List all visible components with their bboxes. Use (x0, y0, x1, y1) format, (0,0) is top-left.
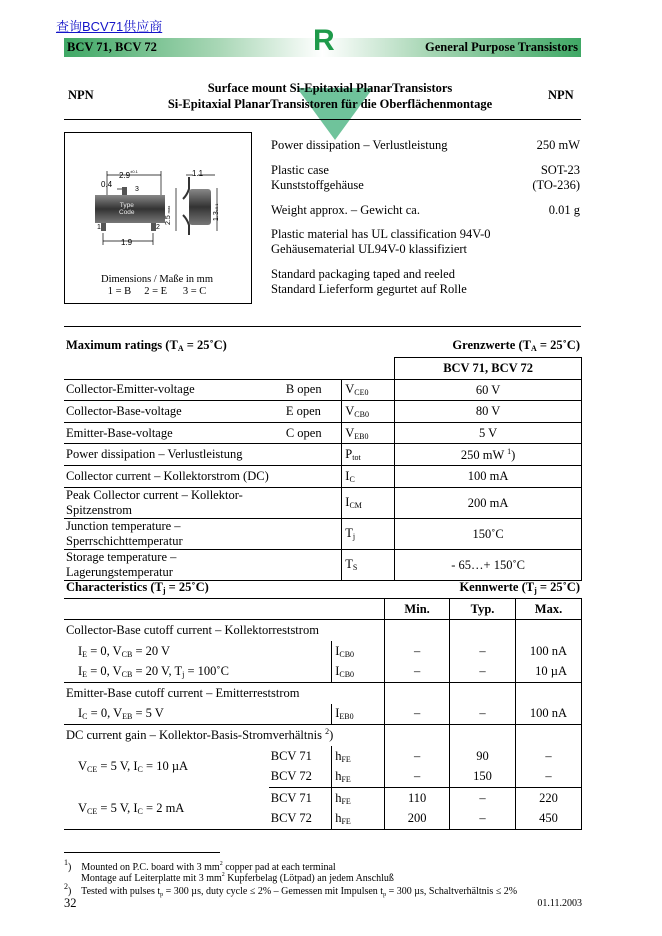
value-cell (395, 379, 582, 401)
dim-04: 0.4 (101, 180, 113, 189)
c-sub: CE (87, 765, 98, 774)
symbol-cell (332, 809, 385, 830)
dim-13 (213, 204, 220, 222)
sym-sub: C (349, 474, 355, 484)
prop-power: Power dissipation – Verlustleistung (271, 138, 448, 152)
prop-material-de: Gehäusematerial UL94V-0 klassifiziert (271, 242, 468, 256)
param-name: Collector-Base-voltage (64, 401, 286, 423)
value: 250 mW (460, 447, 508, 462)
max-cell: 100 nA (516, 704, 582, 725)
sot23-outline (65, 133, 251, 273)
param-name: Power dissipation – Verlustleistung (64, 444, 286, 466)
max-ratings-table (64, 357, 582, 581)
pin-3-assign: 3 = C (182, 286, 207, 297)
table-row (64, 379, 582, 401)
gain-sup: 2 (325, 727, 330, 737)
sym: I (335, 706, 340, 721)
prop-material (271, 227, 491, 257)
c-sub: E (82, 649, 88, 659)
c-a: V (78, 800, 88, 815)
max-cell: 100 nA (516, 641, 582, 662)
npn-label-right: NPN (548, 88, 574, 102)
sym-sub: CM (349, 501, 362, 511)
col-max: Max. (516, 599, 582, 620)
max-cell: – (516, 767, 582, 788)
footnote-2: $^2$) Tested with pulses $t_p = 300$ µs, duty cycle ≤ 2% – Gemessen mit Impulsen $t_p = 300$ µs, Schaltverhältnis ≤ 2% (64, 882, 518, 898)
prop-case-v2: (TO-236) (532, 178, 580, 192)
table-row (64, 518, 582, 549)
symbol-cell (342, 549, 395, 580)
kennwerte-title (459, 580, 580, 595)
max-cell: – (516, 746, 582, 767)
symbol-cell (342, 487, 395, 518)
c-a: I (78, 706, 83, 721)
device-cell: BCV 71 (269, 788, 332, 809)
c-a: V (78, 759, 88, 773)
min-cell: – (385, 767, 450, 788)
param-condition (286, 444, 342, 466)
fn2-sub: p (160, 892, 164, 898)
header-category: General Purpose Transistors (424, 40, 578, 54)
param-condition (286, 465, 342, 487)
fn1-sup2: 2 (221, 872, 225, 878)
table-row (64, 401, 582, 423)
value-cell (395, 465, 582, 487)
typ-cell: 90 (450, 746, 516, 767)
pin-2-assign: 2 = E (144, 286, 168, 297)
type-label: Type (119, 202, 134, 209)
fn2-a: Tested with pulses t (81, 886, 161, 897)
c-sub: E (82, 670, 88, 680)
value: 150˚C (472, 526, 504, 541)
symbol-cell (332, 767, 385, 788)
pin-1-assign: 1 = B (107, 286, 132, 297)
char-title-a: Characteristics (T (66, 580, 163, 594)
sym: I (345, 468, 350, 483)
table-row (64, 641, 582, 662)
max-title-b: = 25˚C) (183, 338, 227, 352)
dim-19: 1.9 (121, 238, 133, 247)
param-name: Emitter-Base-voltage (64, 422, 286, 444)
c-c: = 20 V (132, 643, 171, 658)
table-row (64, 662, 582, 683)
sym-sub: EB0 (339, 712, 354, 722)
table-row (64, 444, 582, 466)
dim-25-tol: max (166, 205, 171, 214)
fn1-a: Mounted on P.C. board with 3 mm (81, 862, 220, 873)
symbol-cell (342, 379, 395, 401)
prop-weight-value: 0.01 g (548, 203, 580, 217)
c-b: = 5 V, I (97, 759, 138, 773)
table-row (64, 465, 582, 487)
table-row (64, 422, 582, 444)
col-header: BCV 71, BCV 72 (395, 358, 582, 380)
dim-width-value: 2.9 (119, 171, 131, 180)
c-b: = 0, V (87, 643, 122, 658)
sym: P (345, 447, 353, 462)
npn-label-left: NPN (68, 88, 94, 102)
gw-title-a: Grenzwerte (T (452, 338, 531, 352)
c-c: = 10 µA (142, 759, 189, 773)
prop-case-en: Plastic case (271, 163, 329, 177)
value-cell (395, 444, 582, 466)
char-header-row (64, 599, 582, 620)
max-cell: 10 µA (516, 662, 582, 683)
dim-11: 1.1 (192, 169, 204, 178)
max-ratings-title (66, 338, 227, 353)
c-sub2: EB (122, 712, 133, 722)
sym-sub: CB0 (354, 409, 369, 419)
sym-sub: FE (341, 796, 351, 806)
fn1-d: Kupferbelag (Lötpad) an jedem Anschluß (224, 873, 394, 884)
dimensions-text: Dimensions / Maße in mm (101, 274, 213, 285)
col-min: Min. (385, 599, 450, 620)
param-condition (286, 549, 342, 580)
value-cell (395, 401, 582, 423)
table-row (64, 704, 582, 725)
c-sub2: CB (121, 649, 133, 659)
value-cell (395, 422, 582, 444)
char-title-b: = 25˚C) (165, 580, 209, 594)
char-title-sub: j (162, 586, 166, 595)
pin-3-label: 3 (135, 186, 139, 193)
device-cell: BCV 72 (270, 769, 312, 784)
max-title-sub: A (177, 344, 184, 353)
fn2-num: 2 (64, 882, 68, 891)
divider (64, 119, 581, 120)
title-en: Surface mount Si-Epitaxial PlanarTransistors (207, 81, 453, 95)
min-cell: – (385, 746, 450, 767)
symbol-cell (342, 465, 395, 487)
gw-title-sub: A (530, 344, 537, 353)
value: 200 mA (467, 495, 509, 510)
sym: V (345, 403, 355, 418)
prop-case-de: Kunststoffgehäuse (271, 178, 364, 192)
sym: h (335, 748, 342, 763)
param-name: Collector current – Kollektorstrom (DC) (64, 465, 286, 487)
group-dc-gain (64, 725, 385, 746)
sym-sub: FE (341, 754, 351, 764)
gain-close: ) (329, 728, 334, 743)
prop-weight: Weight approx. – Gewicht ca. (271, 203, 420, 217)
symbol-cell (342, 401, 395, 423)
sym: V (345, 382, 355, 397)
param-condition: E open (286, 401, 342, 423)
title-de: Si-Epitaxial PlanarTransistoren für die Oberflächenmontage (167, 97, 493, 111)
typ-cell: – (450, 704, 516, 725)
sym: I (335, 664, 340, 679)
symbol-cell (332, 704, 385, 725)
c-a: I (78, 664, 83, 679)
sym: h (335, 769, 342, 784)
symbol-cell (342, 518, 395, 549)
dimensions-caption (64, 274, 250, 298)
group-eb-cutoff: Emitter-Base cutoff current – Emitterreststrom (64, 683, 385, 704)
fn1-num: 1 (64, 858, 68, 867)
c-sub2: CB (121, 670, 133, 680)
gw-title-b: = 25˚C) (536, 338, 580, 352)
prop-case-value (532, 163, 580, 193)
c-sub3: j (182, 670, 185, 680)
value: 60 V (475, 382, 501, 397)
code-label: Code (119, 209, 135, 216)
sym: I (335, 643, 340, 658)
param-condition (286, 518, 342, 549)
symbol-cell (342, 444, 395, 466)
table-row (64, 788, 582, 809)
c-sub2: C (137, 806, 143, 816)
footnote-divider (64, 852, 220, 853)
param-name: Collector-Emitter-voltage (64, 379, 286, 401)
dim-width-tol: ±0.1 (130, 169, 138, 174)
group-row (64, 725, 582, 746)
brand-logo: R (313, 24, 335, 57)
group-cb-cutoff: Collector-Base cutoff current – Kollektorreststrom (64, 620, 385, 641)
device-cell: BCV 72 (269, 809, 332, 830)
c-c: = 2 mA (142, 800, 185, 815)
dim-25 (165, 206, 172, 225)
c-sub2: C (137, 765, 143, 774)
min-cell: – (385, 641, 450, 662)
prop-material-en: Plastic material has UL classification 94V-0 (271, 227, 491, 241)
group-row (64, 620, 582, 641)
prop-packaging-de: Standard Lieferform gegurtet auf Rolle (271, 282, 467, 296)
cond-cell (64, 662, 332, 683)
sym: V (345, 425, 355, 440)
sym-sub: FE (341, 775, 351, 785)
symbol-cell (332, 746, 385, 767)
dim-13-value: 1.3 (213, 211, 220, 221)
dim-width (119, 169, 138, 180)
sym-sub: FE (341, 817, 351, 827)
sym: I (345, 495, 350, 510)
page-title (140, 80, 520, 112)
sym: T (345, 557, 353, 572)
typ-cell: 150 (450, 767, 516, 788)
sym-sub: S (352, 563, 358, 573)
min-cell: – (385, 662, 450, 683)
characteristics-table (64, 598, 582, 830)
document-date: 01.11.2003 (537, 898, 582, 909)
prop-case-v1: SOT-23 (540, 163, 580, 177)
typ-cell: – (450, 788, 516, 809)
footnote-1: $^1$) Mounted on P.C. board with 3 $mm^2$ copper pad at each terminal (64, 858, 336, 873)
c-a: I (78, 643, 83, 658)
cond-cell (64, 746, 269, 788)
fn2-b: = 300 µs, duty cycle ≤ 2% – Gemessen mit Impulsen t (163, 886, 384, 897)
param-name: Peak Collector current – Kollektor-Spitzenstrom (64, 487, 286, 518)
c-b: = 0, V (87, 664, 122, 679)
col-typ: Typ. (450, 599, 516, 620)
group-row (64, 683, 582, 704)
sym-sub: j (352, 532, 356, 542)
value: 5 V (479, 426, 498, 441)
param-condition: B open (286, 379, 342, 401)
fn1-sup: 2 (219, 861, 223, 867)
prop-power-value: 250 mW (536, 138, 580, 152)
sym: h (335, 811, 342, 826)
value: - 65…+ 150˚C (451, 557, 525, 572)
c-d: = 100˚C (184, 664, 229, 679)
pin-1-label: 1 (97, 224, 101, 231)
fn1-c: Montage auf Leiterplatte mit 3 mm (81, 873, 222, 884)
sym-sub: CB0 (339, 649, 355, 659)
min-cell: – (385, 704, 450, 725)
pin-assignment (64, 286, 250, 298)
symbol-cell (342, 422, 395, 444)
table-row (64, 746, 582, 767)
symbol-cell (332, 788, 385, 809)
page-number: 32 (64, 896, 77, 910)
type-code-label (119, 202, 135, 216)
sym-sub: EB0 (354, 431, 369, 441)
divider (64, 326, 581, 327)
typ-cell: – (450, 641, 516, 662)
value-cell (395, 549, 582, 580)
c-sub: C (82, 712, 88, 722)
kw-title-b: = 25˚C) (536, 580, 580, 594)
param-name: Junction temperature – Sperrschichttemperatur (64, 518, 286, 549)
value-cell (395, 518, 582, 549)
prop-case (271, 163, 364, 193)
max-title-a: Maximum ratings (T (66, 338, 178, 352)
symbol-cell (332, 662, 385, 683)
dim-13-tol: ±0.1 (214, 203, 219, 212)
table-row (64, 549, 582, 580)
prop-packaging-en: Standard packaging taped and reeled (271, 267, 455, 281)
min-cell: 110 (385, 788, 450, 809)
fn1-b: copper pad at each terminal (222, 862, 336, 873)
value: 80 V (475, 404, 501, 419)
sym: h (335, 790, 342, 805)
c-b: = 5 V, I (97, 800, 138, 815)
value-close: ) (511, 447, 516, 462)
sym-sub: CE0 (354, 388, 369, 398)
min-cell: 200 (385, 809, 450, 830)
sym-sub: tot (352, 453, 361, 463)
kw-title-sub: j (534, 586, 537, 595)
characteristics-title (66, 580, 209, 595)
dim-25-value: 2.5 (165, 215, 172, 225)
sym-sub: CB0 (339, 670, 355, 680)
c-c: = 20 V, T (132, 664, 183, 679)
c-sub: CE (87, 806, 98, 816)
param-condition: C open (286, 422, 342, 444)
prop-packaging (271, 267, 467, 297)
max-cell: 450 (516, 809, 582, 830)
fn2-c: = 300 µs, Schaltverhältnis ≤ 2% (386, 886, 518, 897)
param-name: Storage temperature – Lagerungstemperatur (64, 549, 286, 580)
header-part-numbers: BCV 71, BCV 72 (67, 40, 157, 54)
typ-cell: – (450, 662, 516, 683)
c-c: = 5 V (132, 706, 164, 721)
cond-cell (64, 641, 332, 662)
c-b: = 0, V (87, 706, 123, 721)
cond-cell (64, 704, 332, 725)
grenzwerte-title (452, 338, 580, 353)
cond-cell (64, 788, 269, 830)
typ-cell: – (450, 809, 516, 830)
value-cell (395, 487, 582, 518)
table-header-row (64, 358, 582, 380)
value: 100 mA (467, 469, 509, 484)
symbol-cell (332, 641, 385, 662)
device-cell: BCV 71 (270, 748, 312, 763)
max-cell: 220 (516, 788, 582, 809)
fn2-sub2: p (383, 892, 387, 898)
sym: T (345, 526, 353, 541)
table-row (64, 487, 582, 518)
kw-title-a: Kennwerte (T (459, 580, 535, 594)
gain-label: DC current gain – Kollektor-Basis-Stromverhältnis (66, 728, 326, 743)
value-sup: 1 (507, 446, 512, 456)
pin-2-label: 2 (156, 224, 160, 231)
param-condition (286, 487, 342, 518)
supplier-link[interactable]: 查询BCV71供应商 (56, 19, 163, 34)
